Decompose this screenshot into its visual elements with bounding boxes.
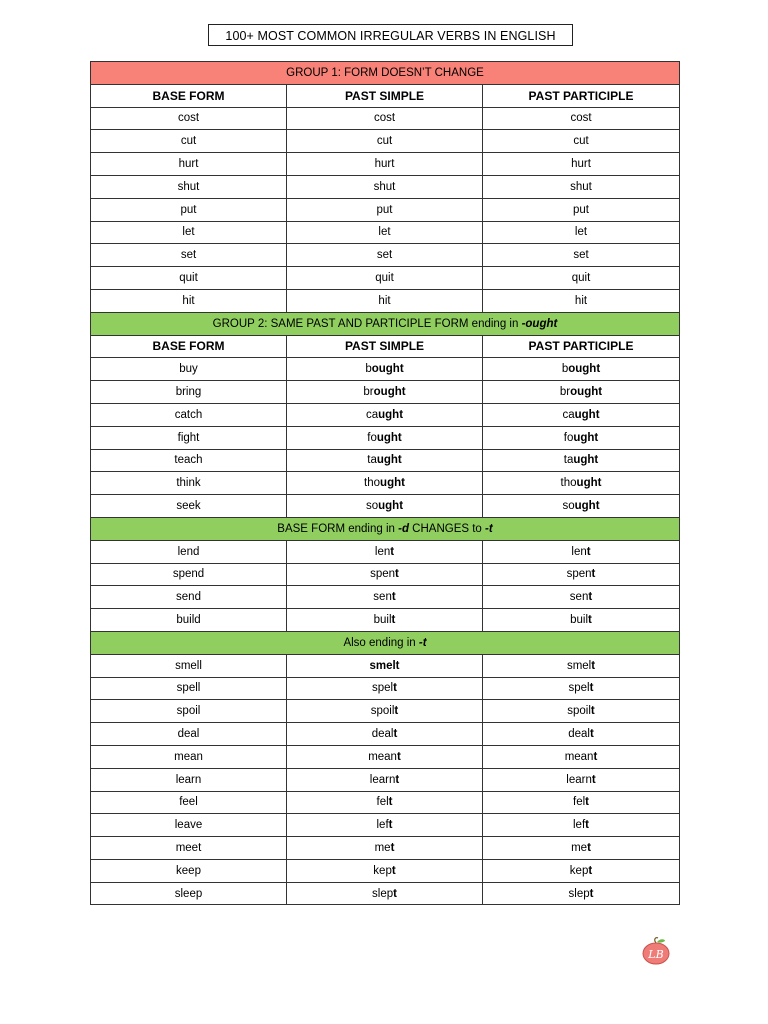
verb-cell	[287, 289, 483, 312]
table-row	[91, 358, 680, 381]
verb-stem: seek	[176, 500, 201, 513]
column-header: BASE FORM	[91, 84, 287, 107]
verb-stem: fel	[573, 796, 586, 809]
verb-stem: cost	[177, 112, 200, 125]
verb-cell	[287, 609, 483, 632]
verb-ending: t	[588, 864, 593, 877]
column-header: PAST PARTICIPLE	[483, 84, 680, 107]
verb-stem: build	[176, 614, 201, 627]
verb-cell	[91, 198, 287, 221]
verb-ending: t	[388, 819, 393, 832]
table-row	[91, 837, 680, 860]
verb-cell	[483, 677, 680, 700]
verb-cell	[287, 153, 483, 176]
verb-cell	[287, 814, 483, 837]
verb-ending: ought	[570, 386, 603, 399]
verb-ending: t	[588, 591, 593, 604]
verb-stem: keep	[176, 864, 201, 877]
verb-ending: ought	[568, 363, 601, 376]
verb-stem: bring	[175, 386, 202, 399]
verb-cell	[287, 221, 483, 244]
table-row	[91, 586, 680, 609]
verb-cell	[483, 495, 680, 518]
verb-stem: spel	[568, 682, 590, 695]
verb-cell	[287, 723, 483, 746]
table-row	[91, 745, 680, 768]
verb-cell	[91, 426, 287, 449]
verb-ending: t	[396, 750, 401, 763]
table-row	[91, 882, 680, 905]
column-header: PAST SIMPLE	[287, 335, 483, 358]
verb-ending: ught	[378, 408, 404, 421]
verb-cell	[287, 175, 483, 198]
verb-ending: t	[591, 773, 596, 786]
verb-cell	[483, 586, 680, 609]
group-title-text: BASE FORM ending in	[277, 522, 399, 535]
verb-stem: tho	[560, 477, 577, 490]
verb-cell	[91, 609, 287, 632]
table-row	[91, 609, 680, 632]
column-header-row	[91, 84, 680, 107]
group-title-text-middle: CHANGES to	[408, 522, 486, 535]
verb-cell	[483, 153, 680, 176]
group-title-ending-2: -t	[485, 522, 493, 535]
verb-ending: ught	[376, 454, 402, 467]
verb-cell	[91, 654, 287, 677]
verb-ending: ught	[574, 408, 600, 421]
verb-ending: t	[586, 545, 591, 558]
table-row	[91, 403, 680, 426]
verb-ending: t	[590, 705, 595, 718]
verb-cell	[91, 472, 287, 495]
table-row	[91, 859, 680, 882]
verb-stem: shut	[570, 180, 592, 193]
verb-stem: br	[363, 386, 374, 399]
verb-stem: hit	[182, 294, 195, 307]
verb-stem: put	[376, 203, 393, 216]
verb-cell	[483, 130, 680, 153]
group-header-row	[91, 62, 680, 85]
verb-stem: catch	[174, 408, 203, 421]
verb-cell	[91, 381, 287, 404]
verb-ending: t	[393, 682, 397, 695]
verb-stem: let	[378, 226, 391, 239]
verb-cell	[91, 745, 287, 768]
table-row	[91, 153, 680, 176]
verb-ending: ught	[573, 454, 599, 467]
verb-stem: spoil	[370, 705, 395, 718]
verb-stem: spen	[370, 568, 396, 581]
verb-ending: smelt	[369, 659, 400, 672]
verb-cell	[91, 495, 287, 518]
verb-stem: len	[571, 545, 587, 558]
verb-stem: slep	[568, 887, 590, 900]
table-row	[91, 791, 680, 814]
verb-stem: mean	[368, 750, 397, 763]
verb-stem: put	[573, 203, 589, 216]
verb-cell	[483, 837, 680, 860]
verb-stem: shut	[373, 180, 396, 193]
verb-cell	[483, 267, 680, 290]
table-row	[91, 654, 680, 677]
verb-stem: hurt	[178, 158, 199, 171]
verb-cell	[287, 107, 483, 130]
verb-ending: t	[391, 591, 396, 604]
verb-cell	[91, 563, 287, 586]
verb-cell	[483, 289, 680, 312]
verb-cell	[483, 175, 680, 198]
verb-cell	[483, 814, 680, 837]
table-row	[91, 768, 680, 791]
verb-cell	[483, 403, 680, 426]
apple-logo-icon	[641, 937, 671, 965]
verb-stem: hit	[574, 294, 588, 307]
verb-cell	[483, 472, 680, 495]
verb-stem: deal	[177, 728, 200, 740]
verb-cell	[483, 540, 680, 563]
verb-cell	[91, 267, 287, 290]
verb-cell	[287, 426, 483, 449]
verb-cell	[287, 677, 483, 700]
verb-cell	[287, 198, 483, 221]
group-title-text: GROUP 1: FORM DOESN’T CHANGE	[286, 66, 484, 79]
verb-cell	[91, 859, 287, 882]
verb-stem: spel	[372, 682, 394, 695]
table-row	[91, 426, 680, 449]
verb-cell	[91, 153, 287, 176]
verb-cell	[287, 700, 483, 723]
verb-stem: quit	[179, 272, 198, 285]
verb-stem: ta	[563, 454, 574, 467]
group-header-row	[91, 631, 680, 654]
column-header-row	[91, 335, 680, 358]
verb-cell	[483, 609, 680, 632]
column-header: PAST SIMPLE	[287, 84, 483, 107]
verb-stem: b	[561, 363, 569, 376]
verb-cell	[287, 381, 483, 404]
verb-stem: b	[365, 363, 372, 376]
table-row	[91, 221, 680, 244]
verb-cell	[287, 267, 483, 290]
group-title	[91, 62, 680, 85]
verb-stem: spoil	[567, 705, 591, 718]
verb-stem: slep	[372, 887, 394, 900]
verb-ending: ught	[573, 431, 599, 444]
table-row	[91, 198, 680, 221]
verb-ending: t	[589, 887, 594, 900]
verb-cell	[91, 791, 287, 814]
verb-cell	[287, 745, 483, 768]
verb-ending: t	[390, 545, 395, 558]
table-row	[91, 563, 680, 586]
verb-stem: lef	[376, 819, 389, 832]
verb-ending: t	[393, 728, 398, 740]
verb-cell	[483, 859, 680, 882]
group-header-row	[91, 517, 680, 540]
verb-stem: cost	[570, 112, 592, 125]
verb-stem: hurt	[571, 158, 591, 171]
verb-cell	[287, 472, 483, 495]
table-row	[91, 381, 680, 404]
table-row	[91, 495, 680, 518]
verb-cell	[287, 540, 483, 563]
verb-stem: leave	[174, 819, 203, 832]
table-row	[91, 723, 680, 746]
verb-ending: ought	[373, 386, 406, 399]
verb-stem: learn	[566, 773, 592, 786]
verb-cell	[287, 358, 483, 381]
verb-ending: ught	[574, 500, 600, 513]
verb-cell	[91, 768, 287, 791]
verb-ending: ought	[371, 363, 404, 376]
verb-cell	[287, 449, 483, 472]
verb-cell	[287, 837, 483, 860]
verb-stem: me	[571, 841, 588, 854]
verb-cell	[91, 837, 287, 860]
verb-cell	[287, 495, 483, 518]
verb-cell	[483, 768, 680, 791]
verb-stem: deal	[371, 728, 394, 740]
verb-stem: hit	[378, 294, 391, 307]
table-row	[91, 677, 680, 700]
verb-ending: ught	[378, 500, 404, 513]
verb-cell	[287, 791, 483, 814]
table-row	[91, 175, 680, 198]
verb-ending: t	[589, 682, 594, 695]
verb-ending: t	[589, 728, 594, 740]
table-row	[91, 267, 680, 290]
verb-stem: lef	[573, 819, 586, 832]
verb-cell	[483, 426, 680, 449]
verb-cell	[91, 244, 287, 267]
verb-cell	[483, 563, 680, 586]
verb-cell	[287, 403, 483, 426]
verb-stem: set	[573, 249, 589, 262]
verb-ending: t	[591, 568, 596, 581]
column-header: PAST PARTICIPLE	[483, 335, 680, 358]
verb-cell	[287, 768, 483, 791]
verb-cell	[91, 814, 287, 837]
verb-stem: fo	[563, 431, 574, 444]
verb-cell	[483, 449, 680, 472]
column-header: BASE FORM	[91, 335, 287, 358]
verb-ending: t	[588, 614, 592, 627]
verb-stem: ta	[367, 454, 377, 467]
verb-ending: t	[391, 864, 396, 877]
verb-ending: ught	[376, 431, 402, 444]
verb-stem: sen	[569, 591, 589, 604]
verb-cell	[91, 130, 287, 153]
verb-ending: t	[391, 614, 396, 627]
verb-cell	[287, 586, 483, 609]
logo-text: LB	[648, 948, 664, 961]
irregular-verbs-table	[90, 61, 680, 905]
verb-stem: cut	[573, 135, 589, 148]
verb-stem: meet	[175, 841, 202, 854]
verb-stem: buil	[570, 614, 589, 627]
verb-ending: t	[587, 841, 591, 854]
verb-cell	[483, 745, 680, 768]
verb-stem: mean	[174, 750, 203, 763]
verb-stem: ca	[365, 408, 379, 421]
group-title-ending: -d	[398, 522, 409, 535]
verb-cell	[91, 221, 287, 244]
table-row	[91, 130, 680, 153]
verb-stem: let	[182, 226, 195, 239]
verb-stem: quit	[375, 272, 394, 285]
verb-cell	[287, 244, 483, 267]
verb-stem: quit	[571, 272, 591, 285]
verb-stem: set	[376, 249, 393, 262]
group-header-row	[91, 312, 680, 335]
table-row	[91, 540, 680, 563]
verb-stem: spell	[176, 682, 201, 695]
verb-cell	[483, 198, 680, 221]
verb-stem: spen	[566, 568, 592, 581]
verb-cell	[483, 107, 680, 130]
verb-stem: fel	[376, 796, 389, 809]
group-title-ending: -t	[418, 636, 427, 649]
verb-ending: t	[591, 659, 596, 672]
verb-stem: cost	[373, 112, 396, 125]
verb-ending: t	[394, 705, 399, 718]
verb-cell	[483, 358, 680, 381]
verb-cell	[483, 700, 680, 723]
verb-ending: t	[585, 796, 589, 809]
verb-stem: buil	[373, 614, 392, 627]
verb-cell	[91, 700, 287, 723]
verb-stem: cut	[376, 135, 393, 148]
verb-stem: shut	[177, 180, 200, 193]
verb-cell	[287, 130, 483, 153]
table-row	[91, 449, 680, 472]
verbs-table-body	[91, 62, 680, 905]
table-row	[91, 244, 680, 267]
verb-stem: smell	[175, 659, 202, 672]
verb-cell	[91, 175, 287, 198]
verb-cell	[287, 563, 483, 586]
verb-stem: ca	[562, 408, 575, 421]
verb-stem: kep	[569, 864, 589, 877]
verb-ending: t	[393, 887, 397, 900]
verb-stem: smel	[566, 659, 592, 672]
verb-cell	[91, 449, 287, 472]
verb-ending: t	[593, 750, 598, 763]
verb-stem: learn	[369, 773, 396, 786]
verb-stem: sleep	[174, 887, 203, 900]
verb-cell	[483, 723, 680, 746]
verb-cell	[287, 654, 483, 677]
verb-ending: t	[585, 819, 589, 832]
verb-stem: br	[559, 386, 571, 399]
verb-stem: me	[374, 841, 391, 854]
table-row	[91, 472, 680, 495]
verb-stem: teach	[174, 454, 203, 467]
verb-cell	[483, 654, 680, 677]
verb-ending: ught	[380, 477, 405, 490]
group-title-text: Also ending in	[343, 636, 419, 649]
verb-stem: fight	[177, 431, 200, 444]
verb-stem: deal	[568, 728, 590, 740]
verb-stem: tho	[364, 477, 381, 490]
verb-stem: put	[180, 203, 197, 216]
verb-ending: t	[388, 796, 393, 809]
verb-stem: buy	[179, 363, 198, 376]
verb-stem: kep	[373, 864, 392, 877]
verb-stem: set	[180, 249, 197, 262]
verb-stem: spend	[172, 568, 205, 581]
verb-stem: learn	[175, 773, 202, 786]
verb-stem: sen	[373, 591, 392, 604]
document-title: 100+ MOST COMMON IRREGULAR VERBS IN ENGLISH	[208, 24, 573, 46]
verb-ending: ught	[576, 477, 602, 490]
verb-cell	[287, 859, 483, 882]
verb-cell	[483, 221, 680, 244]
table-row	[91, 107, 680, 130]
verb-stem: so	[562, 500, 575, 513]
verb-cell	[91, 723, 287, 746]
verb-stem: feel	[179, 796, 198, 809]
verb-stem: think	[176, 477, 201, 490]
verb-cell	[483, 882, 680, 905]
verb-cell	[483, 381, 680, 404]
group-title-text: GROUP 2: SAME PAST AND PARTICIPLE FORM ending in	[212, 317, 522, 330]
verb-stem: cut	[180, 135, 197, 148]
table-row	[91, 289, 680, 312]
verb-cell	[91, 403, 287, 426]
verb-stem: spoil	[176, 705, 201, 718]
verb-ending: t	[395, 773, 400, 786]
verb-stem: fo	[367, 431, 377, 444]
verb-cell	[91, 677, 287, 700]
verb-stem: so	[365, 500, 379, 513]
verb-stem: lend	[177, 545, 200, 558]
verb-cell	[483, 244, 680, 267]
verb-cell	[287, 882, 483, 905]
group-title	[91, 517, 680, 540]
verb-ending: t	[390, 841, 395, 854]
verb-stem: send	[176, 591, 201, 604]
verb-stem: len	[374, 545, 391, 558]
verb-stem: hurt	[374, 158, 395, 171]
group-title	[91, 312, 680, 335]
verb-cell	[91, 540, 287, 563]
verb-cell	[91, 586, 287, 609]
verb-cell	[91, 107, 287, 130]
verb-cell	[91, 358, 287, 381]
verb-cell	[483, 791, 680, 814]
verb-stem: mean	[564, 750, 594, 763]
verb-cell	[91, 882, 287, 905]
verb-cell	[91, 289, 287, 312]
verb-stem: let	[574, 226, 588, 239]
verb-ending: t	[395, 568, 399, 581]
group-title	[91, 631, 680, 654]
table-row	[91, 700, 680, 723]
group-title-ending: -ought	[521, 317, 558, 330]
table-row	[91, 814, 680, 837]
